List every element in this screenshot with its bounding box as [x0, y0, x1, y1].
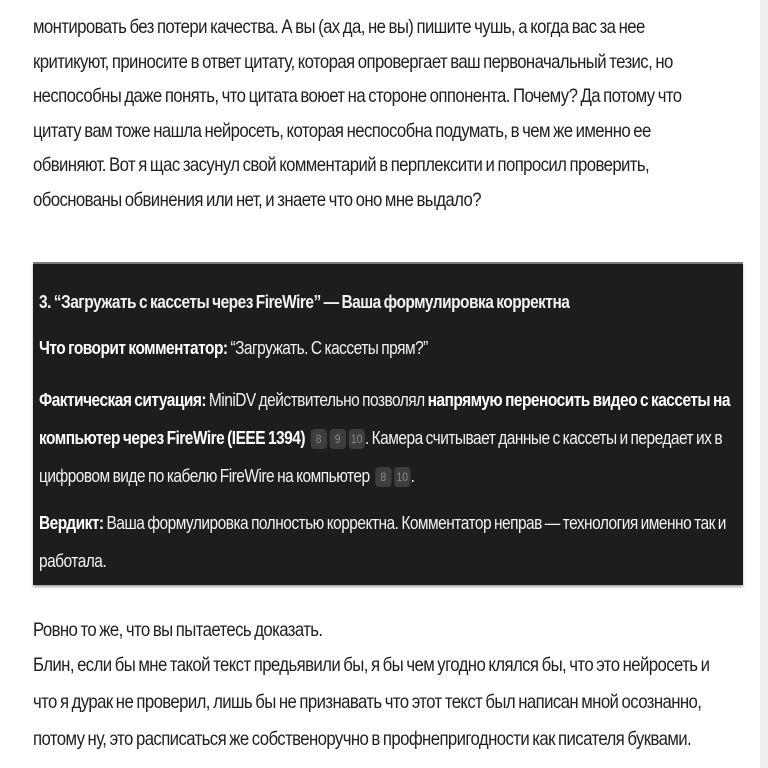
- verdict-line-2: работала.: [39, 551, 107, 571]
- paragraph-bottom: [33, 614, 745, 758]
- fact-text: . Камера считывает данные с кассеты и передает их в: [364, 428, 723, 448]
- fact-text: .: [410, 466, 415, 486]
- text-line: неспособны даже понять, что цитата воюет на стороне оппонента. Почему? Да потому что: [33, 85, 682, 107]
- text-line: обоснованы обвинения или нет, и знаете что оно мне выдало?: [33, 188, 481, 211]
- text-line: потому ну, это расписаться же собственоручно в профнепригодности как писателя буквами.: [33, 728, 692, 750]
- citation-badge[interactable]: 9: [329, 429, 345, 449]
- fact-bold: компьютер через FireWire (IEEE 1394): [39, 428, 305, 448]
- fact-line-2: [39, 419, 753, 457]
- citation-badge[interactable]: 10: [348, 429, 365, 449]
- fact-bold: напрямую переносить видео с кассеты на: [427, 390, 730, 410]
- commentator-label: Что говорит комментатор:: [39, 338, 228, 358]
- paragraph-top: [33, 10, 745, 217]
- text-line: что я дурак не проверил, лишь бы не признавать что этот текст был написан мной осознанно,: [33, 691, 702, 713]
- fact-text: MiniDV действительно позволял: [206, 390, 428, 410]
- page-side-strip: [760, 0, 768, 768]
- text-line: монтировать без потери качества. А вы (ах да, не вы) пишите чушь, а когда вас за нее: [33, 16, 645, 38]
- fact-label: Фактическая ситуация:: [39, 390, 207, 410]
- fact-text: цифровом виде по кабелю FireWire на компьютер: [39, 466, 370, 486]
- fact-line-3: [39, 457, 753, 495]
- quoted-ai-answer-screenshot: [33, 262, 743, 585]
- text-line: Ровно то же, что вы пытаетесь доказать.: [33, 619, 323, 641]
- verdict-label: Вердикт:: [39, 513, 104, 533]
- quote-heading: 3. “Загружать с кассеты через FireWire” — Ваша формулировка корректна: [39, 292, 570, 312]
- post-body: [33, 0, 745, 750]
- commentator-text: “Загружать. С кассеты прям?”: [227, 338, 428, 358]
- fact-line-1: [39, 381, 753, 419]
- verdict-text: Ваша формулировка полностью корректна. Комментатор неправ — технология именно так и: [103, 513, 726, 533]
- citation-badge[interactable]: 8: [310, 429, 326, 449]
- commentator-line: [39, 335, 753, 361]
- citation-badge[interactable]: 8: [375, 467, 391, 487]
- text-line: цитату вам тоже нашла нейросеть, которая неспособна подумать, в чем же именно ее: [33, 119, 651, 142]
- verdict-line-1: [39, 504, 753, 542]
- text-line: критикуют, приносите в ответ цитату, которая опровергает ваш первоначальный тезис, но: [33, 50, 673, 73]
- text-line: обвиняют. Вот я щас засунул свой комментарий в перплексити и попросил проверить,: [33, 154, 650, 176]
- citation-badge[interactable]: 10: [394, 467, 411, 487]
- text-line: Блин, если бы мне такой текст предьявили бы, я бы чем угодно клялся бы, что это нейросеть и: [33, 654, 710, 676]
